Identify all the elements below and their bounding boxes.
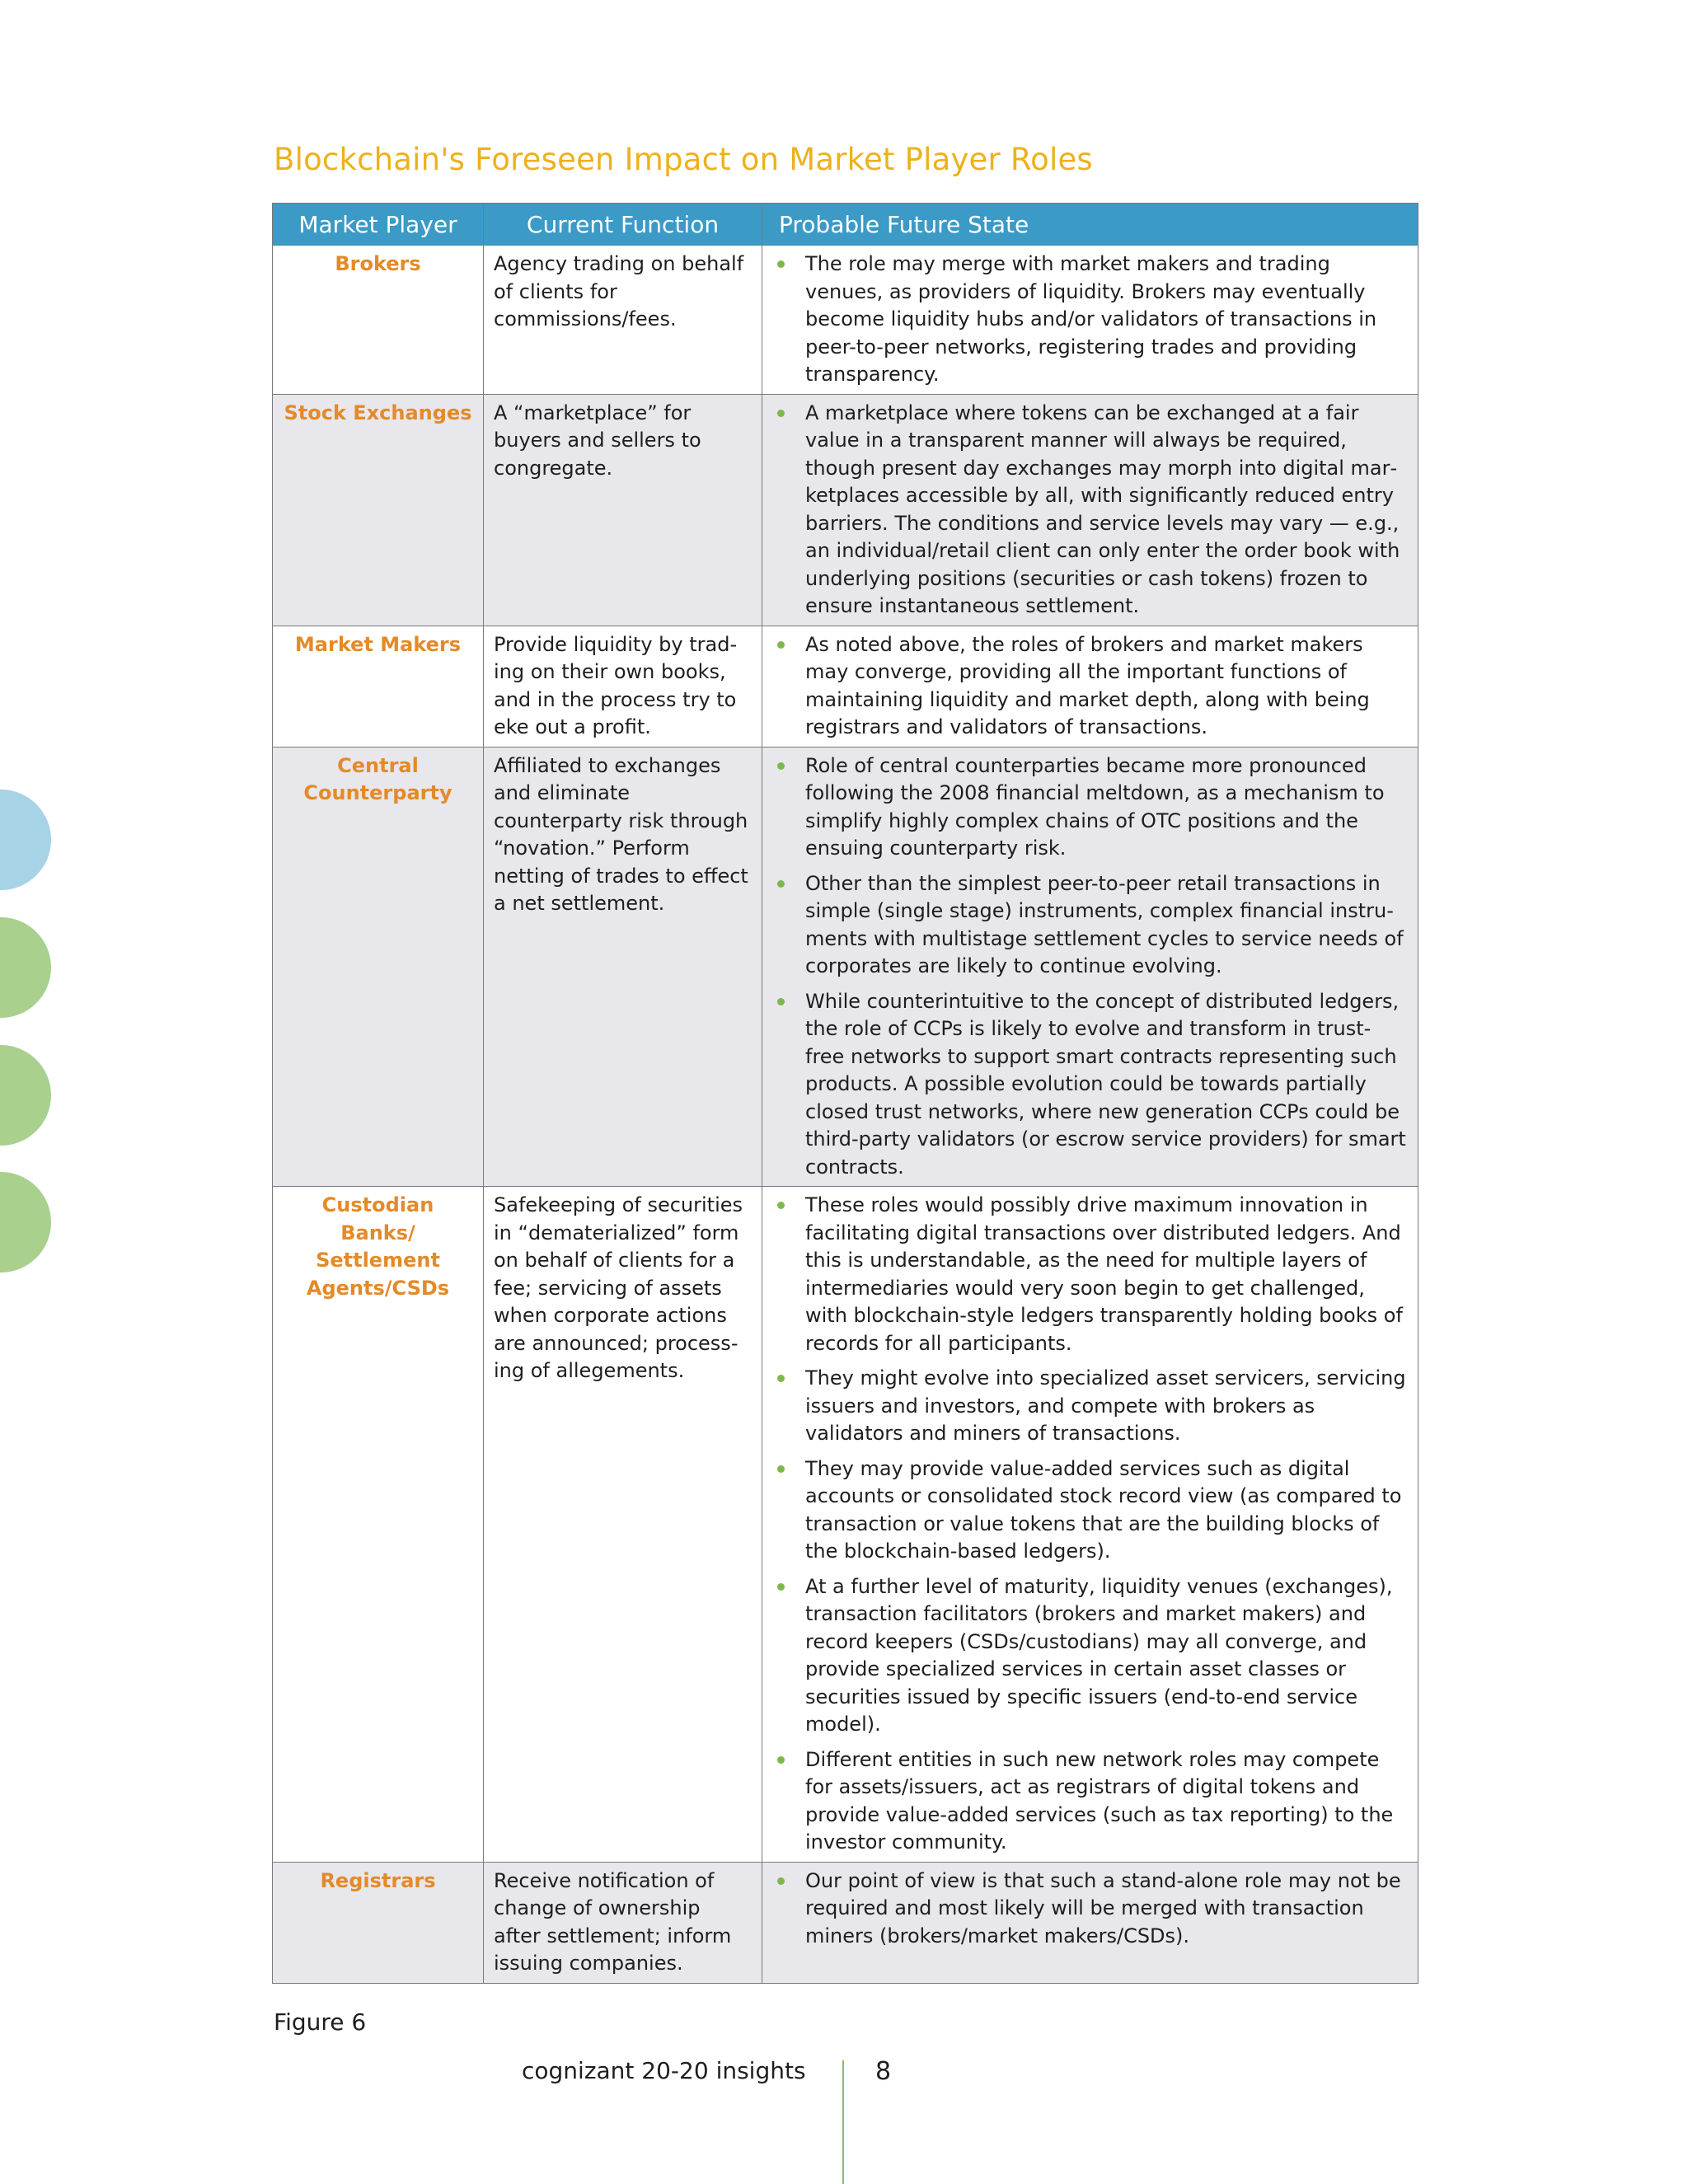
decorative-circle-green-3 <box>0 1172 51 1272</box>
bullet-text: As noted above, the roles of brokers and market makers may converge, providing all the important functions of maintaining liquidity and market depth, along with being registrars and validators of transactions. <box>805 632 1370 738</box>
decorative-circle-green-1 <box>0 917 51 1018</box>
table-row <box>273 246 1418 395</box>
current-function-cell: Provide liquidity by trading on their own books, and in the process try to eke out a profit. <box>484 626 762 747</box>
page-title: Blockchain's Foreseen Impact on Market Player Roles <box>274 142 1093 177</box>
market-player-cell: Registrars <box>273 1862 484 1983</box>
bullet-text: Other than the simplest peer-to-peer retail transactions in simple (single stage) instruments, complex financial instruments with multistage settlement cycles to service needs of corporates are likely to continue evolving. <box>805 871 1404 977</box>
bullet-dot-icon <box>777 260 785 268</box>
decorative-circle-blue <box>0 790 51 890</box>
market-player-cell: Market Makers <box>273 626 484 747</box>
table-row <box>273 1187 1418 1863</box>
current-function-cell: Agency trading on behalf of clients for commissions/fees. <box>484 246 762 395</box>
probable-future-state-cell <box>762 1187 1418 1863</box>
bullet-dot-icon <box>777 762 785 770</box>
bullet-dot-icon <box>777 1877 785 1885</box>
bullet-text: They might evolve into specialized asset servicers, servicing issuers and investors, and compete with brokers as validators and miners of transactions. <box>805 1366 1406 1445</box>
probable-future-state-cell <box>762 626 1418 747</box>
column-header-current-function: Current Function <box>484 204 762 246</box>
bullet-dot-icon <box>777 998 785 1005</box>
list-item <box>772 752 1408 863</box>
current-function-cell: Receive notification of change of ownership after settlement; inform issuing companies. <box>484 1862 762 1983</box>
table-body <box>273 246 1418 1984</box>
list-item <box>772 251 1408 389</box>
bullet-dot-icon <box>777 1375 785 1382</box>
bullet-dot-icon <box>777 410 785 417</box>
bullet-text: A marketplace where tokens can be exchanged at a fair value in a transparent manner will always be required, though present day exchanges may morph into digital marketplaces accessible by all, with significantly reduced entry barriers. The conditions and service levels may vary — e.g., an individual/retail client can only enter the order book with underlying positions (securities or cash tokens) frozen to ensure instantaneous settlement. <box>805 401 1400 617</box>
bullet-text: At a further level of maturity, liquidity venues (exchanges), transaction facilitators (brokers and market makers) and record keepers (CSDs/custodians) may all converge, and provide specialized services in certain asset classes or securities issued by specific issuers (end-to-end service model). <box>805 1574 1393 1736</box>
bullet-dot-icon <box>777 1465 785 1473</box>
future-state-list <box>772 1868 1408 1951</box>
future-state-list <box>772 251 1408 389</box>
current-function-cell: Safekeeping of securities in “dematerialized” form on behalf of clients for a fee; servicing of assets when corporate actions are announced; processing of allegements. <box>484 1187 762 1863</box>
decorative-circle-green-2 <box>0 1045 51 1146</box>
footer-brand: cognizant 20-20 insights <box>522 2057 806 2084</box>
bullet-text: Role of central counterparties became more pronounced following the 2008 financial meltdown, as a mechanism to simplify highly complex chains of OTC positions and the ensuing counterparty risk. <box>805 753 1385 860</box>
page-number: 8 <box>875 2057 892 2086</box>
list-item <box>772 870 1408 981</box>
market-player-roles-table <box>272 203 1418 1984</box>
probable-future-state-cell <box>762 1862 1418 1983</box>
footer-divider <box>842 2060 844 2184</box>
bullet-dot-icon <box>777 880 785 888</box>
table-row <box>273 747 1418 1187</box>
column-header-probable-future-state: Probable Future State <box>762 204 1418 246</box>
current-function-cell: Affiliated to exchanges and eliminate counterparty risk through “novation.” Perform netting of trades to effect a net settlement. <box>484 747 762 1187</box>
list-item <box>772 1868 1408 1951</box>
bullet-dot-icon <box>777 641 785 649</box>
bullet-dot-icon <box>777 1202 785 1209</box>
market-player-cell: Brokers <box>273 246 484 395</box>
table-row <box>273 394 1418 626</box>
market-player-cell: Stock Exchanges <box>273 394 484 626</box>
probable-future-state-cell <box>762 394 1418 626</box>
bullet-text: Different entities in such new network roles may compete for assets/issuers, act as registrars of digital tokens and provide value-added services (such as tax reporting) to the investor community. <box>805 1747 1394 1854</box>
bullet-text: Our point of view is that such a stand-alone role may not be required and most likely will be merged with transaction miners (brokers/market makers/CSDs). <box>805 1868 1401 1947</box>
list-item <box>772 1746 1408 1857</box>
current-function-cell: A “marketplace” for buyers and sellers to congregate. <box>484 394 762 626</box>
future-state-list <box>772 631 1408 742</box>
list-item <box>772 1455 1408 1566</box>
list-item <box>772 631 1408 742</box>
list-item <box>772 988 1408 1182</box>
list-item <box>772 400 1408 621</box>
bullet-text: While counterintuitive to the concept of distributed ledgers, the role of CCPs is likely to evolve and transform in trust-free networks to support smart contracts representing such products. A possible evolution could be towards partially closed trust networks, where new generation CCPs could be third-party validators (or escrow service providers) for smart contracts. <box>805 989 1406 1179</box>
table-row <box>273 1862 1418 1983</box>
bullet-text: The role may merge with market makers and trading venues, as providers of liquidity. Brokers may eventually become liquidity hubs and/or validators of transactions in peer-to-peer networks, registering trades and providing transparency. <box>805 252 1377 386</box>
future-state-list <box>772 752 1408 1182</box>
future-state-list <box>772 400 1408 621</box>
column-header-market-player: Market Player <box>273 204 484 246</box>
probable-future-state-cell <box>762 246 1418 395</box>
bullet-dot-icon <box>777 1756 785 1764</box>
probable-future-state-cell <box>762 747 1418 1187</box>
list-item <box>772 1365 1408 1448</box>
list-item <box>772 1192 1408 1357</box>
list-item <box>772 1573 1408 1739</box>
market-player-cell: Central Counterparty <box>273 747 484 1187</box>
bullet-text: They may provide value-added services such as digital accounts or consolidated stock record view (as compared to transaction or value tokens that are the building blocks of the blockchain-based ledgers). <box>805 1456 1402 1563</box>
future-state-list <box>772 1192 1408 1857</box>
figure-label: Figure 6 <box>274 2008 367 2036</box>
bullet-text: These roles would possibly drive maximum innovation in facilitating digital transactions over distributed ledgers. And this is understandable, as the need for multiple layers of intermediaries would very soon begin to get challenged, with blockchain-style ledgers transparently holding books of records for all participants. <box>805 1193 1403 1355</box>
market-player-cell: Custodian Banks/ Settlement Agents/CSDs <box>273 1187 484 1863</box>
bullet-dot-icon <box>777 1583 785 1591</box>
table-header-row <box>273 204 1418 246</box>
table-row <box>273 626 1418 747</box>
